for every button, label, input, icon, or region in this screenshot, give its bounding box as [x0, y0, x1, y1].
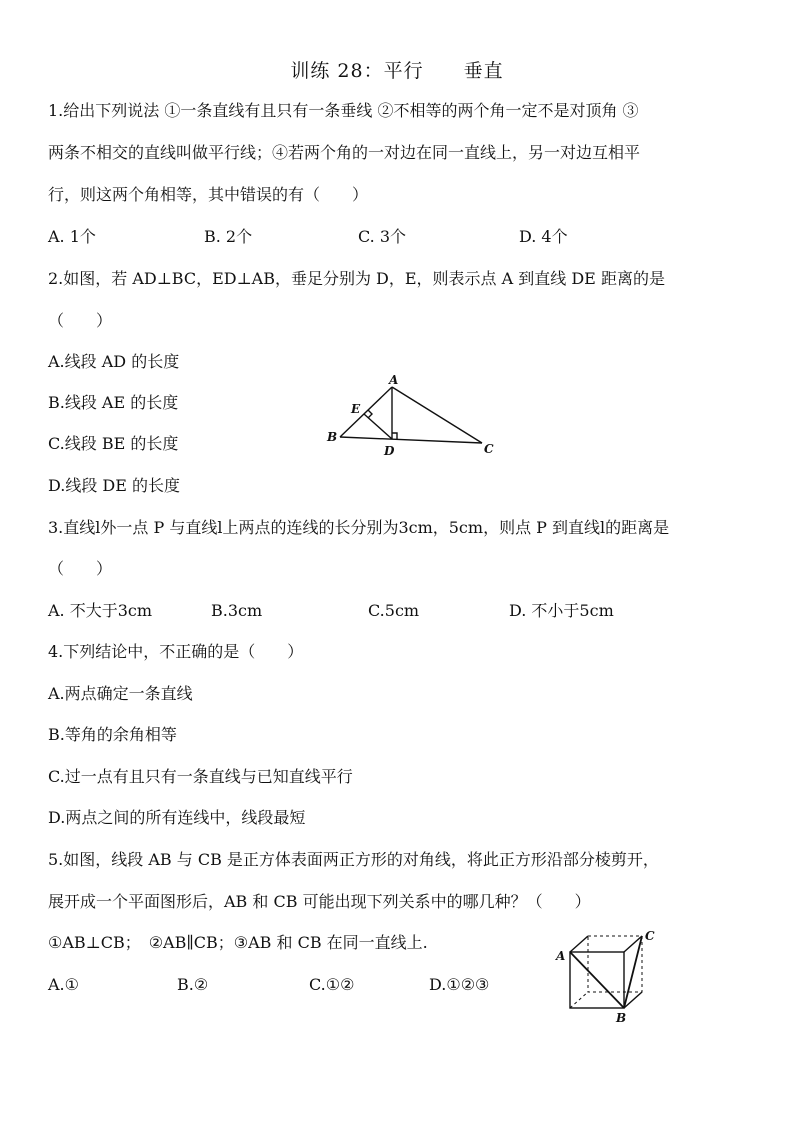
- q1-option-c: C. 3个: [358, 227, 407, 246]
- q3-option-b: B.3cm: [211, 601, 263, 620]
- q1-option-b: B. 2个: [204, 227, 253, 246]
- q5-text-line-2: 展开成一个平面图形后，AB 和 CB 可能出现下列关系中的哪几种？（ ）: [48, 892, 591, 911]
- q2-right-angle-d: [392, 433, 397, 439]
- q5-label-b: B: [616, 1011, 627, 1025]
- q5-cube-figure: [552, 926, 662, 1026]
- q5-cube-edge-bottom-left: [570, 992, 588, 1008]
- q2-option-b: B.线段 AE 的长度: [48, 393, 179, 412]
- q5-label-c: C: [645, 929, 655, 943]
- q2-label-c: C: [484, 442, 494, 456]
- page-title: 训练 28：平行 垂直: [290, 60, 504, 82]
- q2-label-e: E: [351, 402, 361, 416]
- q2-segment-ac: [392, 387, 482, 443]
- q4-text-line-1: 4.下列结论中，不正确的是（ ）: [48, 642, 304, 661]
- q2-text-line-2: （ ）: [48, 311, 113, 330]
- q1-text-line-3: 行，则这两个角相等，其中错误的有（ ）: [48, 185, 369, 204]
- q4-option-a: A.两点确定一条直线: [48, 684, 193, 703]
- q2-segment-bc: [340, 437, 482, 443]
- q5-text-line-3: ①AB⊥CB； ②AB∥CB；③AB 和 CB 在同一直线上.: [48, 933, 428, 952]
- q3-option-d: D. 不小于5cm: [509, 601, 614, 620]
- q5-label-a: A: [556, 949, 566, 963]
- q1-text-line-2: 两条不相交的直线叫做平行线；④若两个角的一对边在同一直线上，另一对边互相平: [48, 143, 641, 162]
- q2-label-b: B: [327, 430, 338, 444]
- q5-cube-edge-top-left: [570, 936, 588, 952]
- q2-option-d: D.线段 DE 的长度: [48, 476, 181, 495]
- q2-segment-ab: [340, 387, 392, 437]
- q2-option-a: A.线段 AD 的长度: [48, 352, 180, 371]
- q3-text-line-1: 3.直线l外一点 P 与直线l上两点的连线的长分别为3cm，5cm，则点 P 到直线l的距离是: [48, 518, 670, 537]
- q5-diagonal-cb: [624, 936, 642, 1008]
- q4-option-c: C.过一点有且只有一条直线与已知直线平行: [48, 767, 353, 786]
- q2-right-angle-e: [368, 410, 372, 418]
- q5-option-b: B.②: [177, 975, 209, 994]
- q5-diagonal-ab: [570, 952, 624, 1008]
- q5-text-line-1: 5.如图，线段 AB 与 CB 是正方体表面两正方形的对角线，将此正方形沿部分棱剪开，: [48, 850, 659, 869]
- q2-text-line-1: 2.如图，若 AD⊥BC，ED⊥AB，垂足分别为 D，E，则表示点 A 到直线 DE 距离的是: [48, 269, 665, 288]
- q5-option-d: D.①②③: [429, 975, 490, 994]
- q1-option-a: A. 1个: [48, 227, 96, 246]
- q1-text-line-1: 1.给出下列说法 ①一条直线有且只有一条垂线 ②不相等的两个角一定不是对顶角 ③: [48, 101, 639, 120]
- q3-option-a: A. 不大于3cm: [48, 601, 153, 620]
- q2-label-d: D: [384, 444, 395, 458]
- q3-option-c: C.5cm: [368, 601, 420, 620]
- q1-option-d: D. 4个: [519, 227, 568, 246]
- q2-label-a: A: [389, 373, 399, 387]
- q5-cube-back-face: [588, 936, 642, 992]
- q4-option-b: B.等角的余角相等: [48, 725, 177, 744]
- q3-text-line-2: （ ）: [48, 559, 113, 578]
- q2-option-c: C.线段 BE 的长度: [48, 434, 179, 453]
- q5-option-a: A.①: [48, 975, 79, 994]
- q4-option-d: D.两点之间的所有连线中，线段最短: [48, 808, 306, 827]
- q5-option-c: C.①②: [309, 975, 355, 994]
- q2-triangle-figure: [320, 370, 510, 465]
